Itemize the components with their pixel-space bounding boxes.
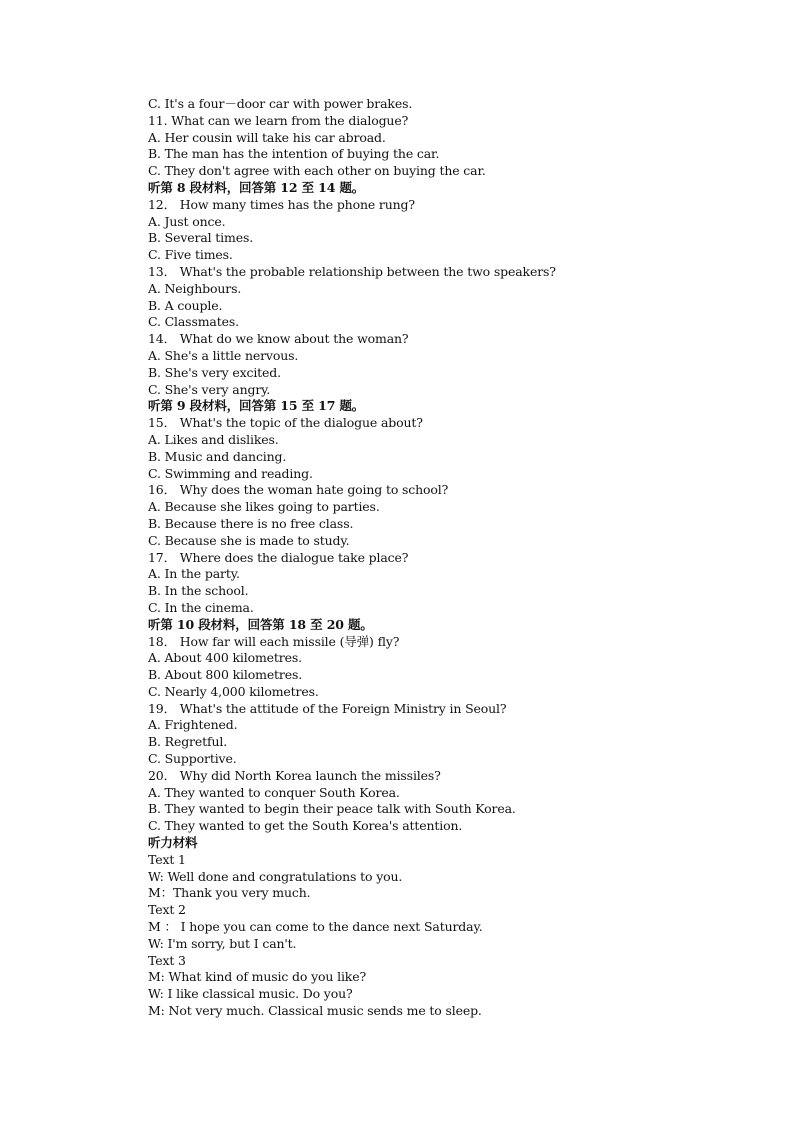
answer-option: B. Several times. [148,230,254,246]
question-text: 15． What's the topic of the dialogue about? [148,415,423,431]
question-text: 14． What do we know about the woman? [148,331,409,347]
answer-option: C. They wanted to get the South Korea's attention. [148,818,463,834]
transcript-line: Text 3 [148,952,186,968]
answer-option: B. The man has the intention of buying the car. [148,146,440,162]
answer-option: B. About 800 kilometres. [148,667,303,683]
answer-option: B. Music and dancing. [148,448,287,464]
answer-option: B. They wanted to begin their peace talk with South Korea. [148,801,516,817]
answer-option: A. They wanted to conquer South Korea. [148,784,400,800]
answer-option: B. Because there is no free class. [148,515,354,531]
answer-option: C. Supportive. [148,751,237,767]
answer-option: A. Frightened. [148,717,238,733]
answer-option: C. Classmates. [148,314,239,330]
answer-option: C. It's a four－door car with power brakes. [148,96,413,111]
section-heading: 听第 9 段材料，回答第 15 至 17 题。 [148,398,365,414]
answer-option: C. Because she is made to study. [148,532,350,548]
transcript-line: Text 2 [148,902,186,918]
question-text: 17． Where does the dialogue take place? [148,549,409,565]
answer-option: A. She's a little nervous. [148,347,299,363]
answer-option: C. Nearly 4,000 kilometres. [148,683,319,699]
answer-option: B. In the school. [148,583,249,599]
section-heading: 听第 10 段材料，回答第 18 至 20 题。 [148,616,373,632]
answer-option: A. Likes and dislikes. [148,431,279,447]
answer-option: C. Five times. [148,247,233,263]
answer-option: A. Because she likes going to parties. [148,499,380,515]
transcript-line: W: Well done and congratulations to you. [148,868,403,884]
answer-option: A. Her cousin will take his car abroad. [148,129,386,145]
transcript-line: M: Not very much. Classical music sends me to sleep. [148,1003,482,1019]
answer-option: A. About 400 kilometres. [148,650,302,666]
question-text: 18． How far will each missile (导弹) fly? [148,633,400,649]
answer-option: B. Regretful. [148,734,228,750]
question-text: 16． Why does the woman hate going to school? [148,482,449,498]
question-text: 13． What's the probable relationship between the two speakers? [148,263,556,279]
question-text: 11. What can we learn from the dialogue? [148,112,409,128]
answer-option: A. Just once. [148,213,226,229]
transcript-line: W: I like classical music. Do you? [148,986,353,1002]
answer-option: C. Swimming and reading. [148,465,313,481]
question-text: 20． Why did North Korea launch the missiles? [148,767,441,783]
answer-option: C. They don't agree with each other on buying the car. [148,163,486,179]
question-text: 19． What's the attitude of the Foreign Ministry in Seoul? [148,700,507,716]
question-text: 12． How many times has the phone rung? [148,196,415,212]
section-heading: 听第 8 段材料，回答第 12 至 14 题。 [148,179,365,195]
answer-option: C. In the cinema. [148,599,254,615]
transcript-line: M: What kind of music do you like? [148,969,367,985]
answer-option: B. A couple. [148,297,223,313]
answer-option: A. Neighbours. [148,280,242,296]
answer-option: B. She's very excited. [148,364,281,380]
transcript-line: Text 1 [148,851,186,867]
transcript-line: M ： I hope you can come to the dance next Saturday. [148,919,483,935]
transcript-line: M：Thank you very much. [148,885,311,901]
transcript-line: W: I'm sorry, but I can't. [148,935,297,951]
answer-option: A. In the party. [148,566,240,582]
document-body [148,96,748,1020]
section-heading: 听力材料 [148,835,198,851]
answer-option: C. She's very angry. [148,381,271,397]
